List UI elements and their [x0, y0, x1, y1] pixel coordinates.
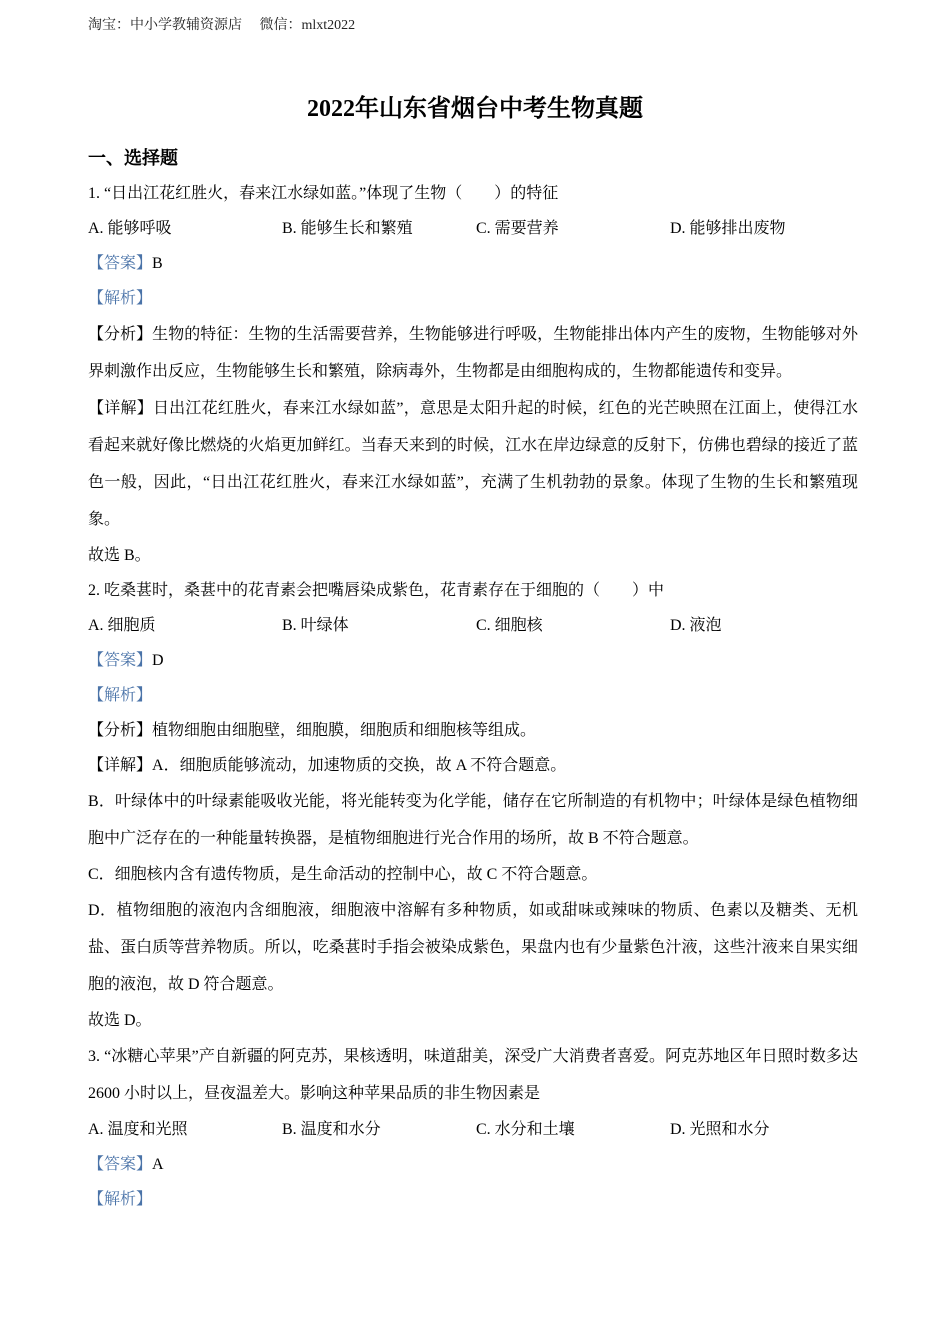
q1-answer: [88, 246, 858, 281]
header-wechat: 微信：mlxt2022: [259, 18, 356, 33]
q2-fenxi: [88, 713, 858, 748]
header-shop: 淘宝：中小学教辅资源店: [88, 18, 242, 33]
q3-option-c: C. 水分和土壤: [476, 1121, 575, 1138]
q1-analysis-tag: 【解析】: [88, 290, 153, 307]
xiangjie-tag: 【详解】: [88, 757, 153, 774]
fenxi-text: 植物细胞由细胞壁，细胞膜，细胞质和细胞核等组成。: [152, 722, 537, 739]
q1-option-c: C. 需要营养: [476, 220, 559, 237]
answer-value: B: [152, 255, 163, 272]
q3-option-a: A. 温度和光照: [88, 1121, 188, 1138]
fenxi-tag: 【分析】: [88, 326, 153, 343]
q2-option-d: D. 液泡: [670, 617, 722, 634]
q2-xiangjie: [88, 748, 858, 783]
answer-value: A: [152, 1156, 164, 1173]
q1-fenxi: [88, 316, 858, 390]
q3-option-d: D. 光照和水分: [670, 1121, 770, 1138]
q2-answer: [88, 643, 858, 678]
page-title: 2022年山东省烟台中考生物真题: [307, 96, 643, 122]
q2-option-c: C. 细胞核: [476, 617, 543, 634]
fenxi-tag: 【分析】: [88, 722, 153, 739]
q1-stem: 1. “日出江花红胜火，春来江水绿如蓝。”体现了生物（ ）的特征: [88, 185, 559, 202]
q2-stem: 2. 吃桑葚时，桑葚中的花青素会把嘴唇染成紫色，花青素存在于细胞的（ ）中: [88, 582, 665, 599]
answer-tag: 【答案】: [88, 652, 153, 669]
q1-option-b: B. 能够生长和繁殖: [282, 220, 413, 237]
xiangjie-text: A．细胞质能够流动，加速物质的交换，故 A 不符合题意。: [152, 757, 567, 774]
q1-options: [88, 211, 858, 246]
xiangjie-text: 日出江花红胜火，春来江水绿如蓝”，意思是太阳升起的时候，红色的光芒映照在江面上，使得江水看起来就好像比燃烧的火焰更加鲜红。当春天来到的时候，江水在岸边绿意的反射下，仿佛也碧绿的接近了蓝色一般，因此，“日出江花红胜火，春来江水绿如蓝”，充满了生机勃勃的景象。体现了生物的生长和繁殖现象。: [88, 400, 858, 528]
q1-option-a: A. 能够呼吸: [88, 220, 172, 237]
fenxi-text: 生物的特征：生物的生活需要营养，生物能够进行呼吸，生物能排出体内产生的废物，生物能够对外界刺激作出反应，生物能够生长和繁殖，除病毒外，生物都是由细胞构成的，生物都能遗传和变异。: [88, 326, 858, 380]
q3-stem: 3. “冰糖心苹果”产自新疆的阿克苏，果核透明，味道甜美，深受广大消费者喜爱。阿克苏地区年日照时数多达 2600 小时以上，昼夜温差大。影响这种苹果品质的非生物因素是: [88, 1048, 858, 1102]
q2-conclusion: 故选 D。: [88, 1012, 152, 1029]
q2-analysis-tag: 【解析】: [88, 687, 153, 704]
q2-option-b: B. 叶绿体: [282, 617, 349, 634]
page-header: [88, 14, 355, 34]
q3-options: [88, 1112, 858, 1147]
q3-option-b: B. 温度和水分: [282, 1121, 381, 1138]
q3-answer: [88, 1147, 858, 1182]
answer-tag: 【答案】: [88, 255, 153, 272]
q2-explain-c: C．细胞核内含有遗传物质，是生命活动的控制中心，故 C 不符合题意。: [88, 866, 598, 883]
q2-options: [88, 608, 858, 643]
q1-conclusion: 故选 B。: [88, 547, 151, 564]
section-heading: 一、选择题: [88, 148, 178, 168]
q3-analysis-tag: 【解析】: [88, 1191, 153, 1208]
q1-option-d: D. 能够排出废物: [670, 220, 786, 237]
answer-tag: 【答案】: [88, 1156, 153, 1173]
q2-explain-d: D．植物细胞的液泡内含细胞液，细胞液中溶解有多种物质，如或甜味或辣味的物质、色素以及糖类、无机盐、蛋白质等营养物质。所以，吃桑葚时手指会被染成紫色，果盘内也有少量紫色汁液，这些汁液来自果实细胞的液泡，故 D 符合题意。: [88, 902, 858, 993]
document-body: [88, 140, 858, 1217]
q2-option-a: A. 细胞质: [88, 617, 156, 634]
q2-explain-b: B．叶绿体中的叶绿素能吸收光能，将光能转变为化学能，储存在它所制造的有机物中；叶绿体是绿色植物细胞中广泛存在的一种能量转换器，是植物细胞进行光合作用的场所，故 B 不符合题意。: [88, 793, 858, 847]
xiangjie-tag: 【详解】: [88, 400, 153, 417]
answer-value: D: [152, 652, 164, 669]
q1-xiangjie: [88, 390, 858, 538]
